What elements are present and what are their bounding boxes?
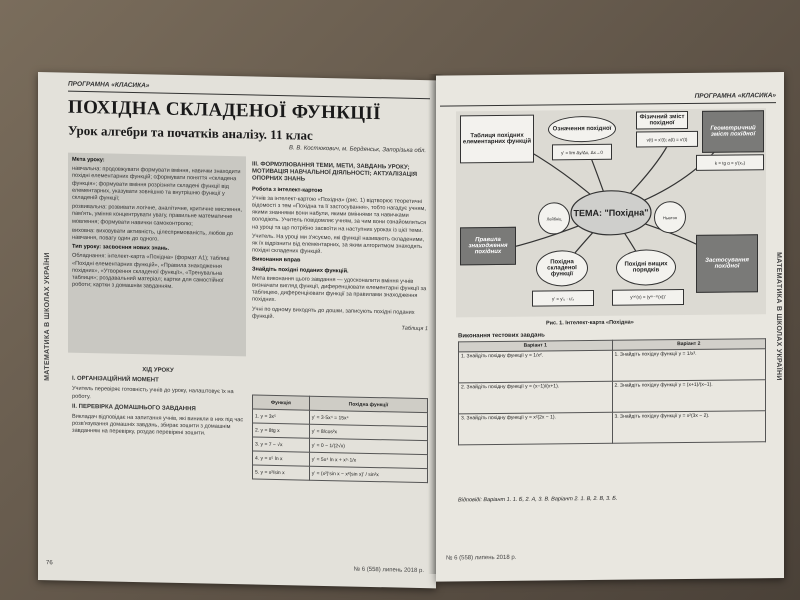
section-2-text: Викладач відповідає на запитання учнів, які виникли в них під час розв'язування домашніх завдань, збирає зошити з домашнім завданням на перевірку, роздає перевірені зошити. xyxy=(72,413,244,437)
author-line: В. В. Костюкович, м. Бердянськ, Запорізька обл. xyxy=(289,145,426,155)
table-cell: y' = 5x⁴ ln x + x⁵·1/x xyxy=(309,452,427,468)
table-cell: y' = 8/cos²x xyxy=(309,424,427,440)
variant-1-header: Варіант 1 xyxy=(459,340,613,352)
lesson-column xyxy=(72,363,244,441)
table-row xyxy=(459,411,766,445)
node-definition: Означення похідної xyxy=(548,116,616,143)
goals-title: Мета уроку: xyxy=(72,156,105,164)
node-composite-formula: y' = y'ᵤ · u'ₓ xyxy=(532,290,594,307)
section-1-text: Учитель перевіряє готовність учнів до уроку, налаштовує їх на роботу. xyxy=(72,386,234,400)
portrait-newton: Ньютон xyxy=(654,201,686,233)
table-cell: 5. y = x²/sin x xyxy=(253,465,310,480)
node-composite: Похідна складеної функції xyxy=(536,250,588,287)
portrait-leibniz: Лейбніц xyxy=(538,202,570,234)
lesson-heading: ХІД УРОКУ xyxy=(142,367,174,374)
article-subtitle: Урок алгебри та початків аналізу. 11 клас xyxy=(68,122,313,143)
tests-heading: Виконання тестових завдань xyxy=(458,332,545,340)
table-label: Таблиця 1 xyxy=(401,325,428,333)
node-physical-formula: v(t) = x'(t); a(t) = v'(t) xyxy=(636,131,698,148)
goals-column xyxy=(72,157,244,295)
equipment: Обладнання: інтелект-карта «Похідна» (формат А1); таблиці «Похідні елементарних функцій», «Правила знаходження похідних», «Утворення складеної функції», «Тренувальна таблиця»; роздавальний матеріал; картки для самостійної роботи; картки з домашнім завданням. xyxy=(72,253,230,291)
section-2-heading: ІІ. ПЕРЕВІРКА ДОМАШНЬОГО ЗАВДАННЯ xyxy=(72,403,196,413)
running-header: ПРОГРАМНА «КЛАСИКА» xyxy=(694,92,776,100)
table-row xyxy=(459,380,766,414)
node-geometric: Геометричний зміст похідної xyxy=(702,110,764,153)
table-header-function: Функція xyxy=(253,395,310,410)
table-row xyxy=(253,465,428,483)
task-cell: 3. Знайдіть похідну функції y = x²(3x − 2). xyxy=(612,411,766,444)
left-page xyxy=(38,72,436,588)
exercise-1: Знайдіть похідні поданих функцій. xyxy=(252,266,349,275)
table-row xyxy=(459,349,766,383)
mind-map xyxy=(456,108,766,317)
task-cell: 1. Знайдіть похідну функції y = 1/x². xyxy=(459,350,613,383)
table-cell: 2. y = 8tg x xyxy=(253,423,310,438)
header-rule xyxy=(440,102,776,107)
work-map-heading: Робота з інтелект-картою xyxy=(252,186,323,194)
exercise-note: Учні по одному виходять до дошки, записують похідні поданих функцій. xyxy=(252,306,415,320)
task-cell: 3. Знайдіть похідну функції y = x²(2x − 1). xyxy=(459,412,613,445)
table-cell: 4. y = x⁵ ln x xyxy=(253,451,310,466)
node-geometric-formula: k = tg α = y'(x₀) xyxy=(696,154,764,171)
page-number: 76 xyxy=(46,560,53,567)
answers-line: Відповіді: Варіант 1. 1. Б, 2. А, 3. В. Варіант 2. 1. В, 2. В, 3. Б. xyxy=(458,495,618,504)
right-column xyxy=(252,158,428,335)
section-3-heading: ІІІ. ФОРМУЛЮВАННЯ ТЕМИ, МЕТИ, ЗАВДАНЬ УРОКУ; МОТИВАЦІЯ НАВЧАЛЬНОЇ ДІЯЛЬНОСТІ; АКТУАЛІЗАЦІЯ ОПОРНИХ ЗНАНЬ xyxy=(252,161,418,184)
page-footer: № 6 (558) липень 2018 р. xyxy=(446,554,517,562)
figure-caption: Рис. 1. Інтелект-карта «Похідна» xyxy=(546,319,634,327)
table-cell: 3. y = 7 − √x xyxy=(253,437,310,452)
side-label: МАТЕМАТИКА В ШКОЛАХ УКРАЇНИ xyxy=(775,252,782,381)
lesson-type: Тип уроку: засвоєння нових знань. xyxy=(72,243,170,252)
side-label: МАТЕМАТИКА В ШКОЛАХ УКРАЇНИ xyxy=(44,252,51,381)
table-cell: y' = 3·5x⁴ = 15x⁴ xyxy=(309,410,427,426)
right-page xyxy=(436,72,784,582)
section-1-heading: І. ОРГАНІЗАЦІЙНИЙ МОМЕНТ xyxy=(72,375,159,384)
node-physical: Фізичний зміст похідної xyxy=(636,111,688,130)
tests-table xyxy=(458,338,766,445)
work-map-text: Учнів за інтелект-картою «Похідна» (рис. 1) відтворює теоретичні відомості з тем «Похідна та її застосування», тобто нагадує учням, якими знаннями вони набули, якими вміннями та навичками володіють. Учитель повідомляє учням, за чим вони ознайомляться на уроці та що потрібно засвоїти на наступних уроках із цієї теми. xyxy=(252,195,427,234)
exercises-heading: Виконання вправ xyxy=(252,256,301,264)
table-header-derivative: Похідна функції xyxy=(309,396,427,412)
running-header: ПРОГРАМНА «КЛАСИКА» xyxy=(68,80,150,90)
exercise-goal: Мета виконання цього завдання — удосконалити вміння учнів визначати вигляд функції, диференціювати елементарні функції за таблицею, диференціювати функції за правилами знаходження похідних. xyxy=(252,275,427,304)
page-footer: № 6 (558) липень 2018 р. xyxy=(353,566,424,575)
table-cell: y' = (x²)'sin x − x²(sin x)' / sin²x xyxy=(309,466,427,482)
goal-educational: навчальна: продовжувати формувати вміння, навички знаходити похідні елементарних функцій; сформувати поняття «складена функція»; формувати вміння розрізняти складені функції від елементарних, указувати зовнішню та внутрішню функції у складеній функції; xyxy=(72,165,241,202)
task-cell: 2. Знайдіть похідну функції y = (x−1)/(x+1). xyxy=(459,381,613,414)
node-higher: Похідні вищих порядків xyxy=(616,249,676,286)
article-title: ПОХІДНА СКЛАДЕНОЇ ФУНКЦІЇ xyxy=(68,96,381,125)
node-higher-formula: y⁽ⁿ⁾(x) = (y⁽ⁿ⁻¹⁾(x))' xyxy=(612,289,684,306)
teacher-text: Учитель. На уроці ми з'ясуємо, які функції називають складеними, як їх відрізнити від елементарних, за яким алгоритмом знаходять похідні складених функцій. xyxy=(252,233,425,256)
task-cell: 2. Знайдіть похідну функції y = (x+1)/(x−1). xyxy=(612,380,766,413)
variant-2-header: Варіант 2 xyxy=(612,339,766,351)
node-applications: Застосування похідної xyxy=(696,234,758,293)
derivatives-table xyxy=(252,394,428,483)
table-cell: y' = 0 − 1/(2√x) xyxy=(309,438,427,454)
node-rules: Правила знаходження похідних xyxy=(460,227,516,266)
node-definition-formula: y' = lim Δy/Δx, Δx→0 xyxy=(552,144,612,161)
map-center-topic: ТЕМА: "Похідна" xyxy=(573,207,649,219)
goal-developmental: розвивальна: розвивати логічне, аналітичне, критичне мислення, пам'ять, уміння концентрувати увагу, правильне математичне мовлення; формувати навички самоконтролю; xyxy=(72,203,242,227)
node-table-derivatives: Таблиця похідних елементарних функцій xyxy=(460,115,534,164)
goal-upbringing: виховна: виховувати активність, цілеспрямованість, любов до навчання, повагу один до одного. xyxy=(72,227,234,243)
table-cell: 1. y = 3x⁵ xyxy=(253,409,310,424)
task-cell: 1. Знайдіть похідну функції y = 1/x³. xyxy=(612,349,766,382)
